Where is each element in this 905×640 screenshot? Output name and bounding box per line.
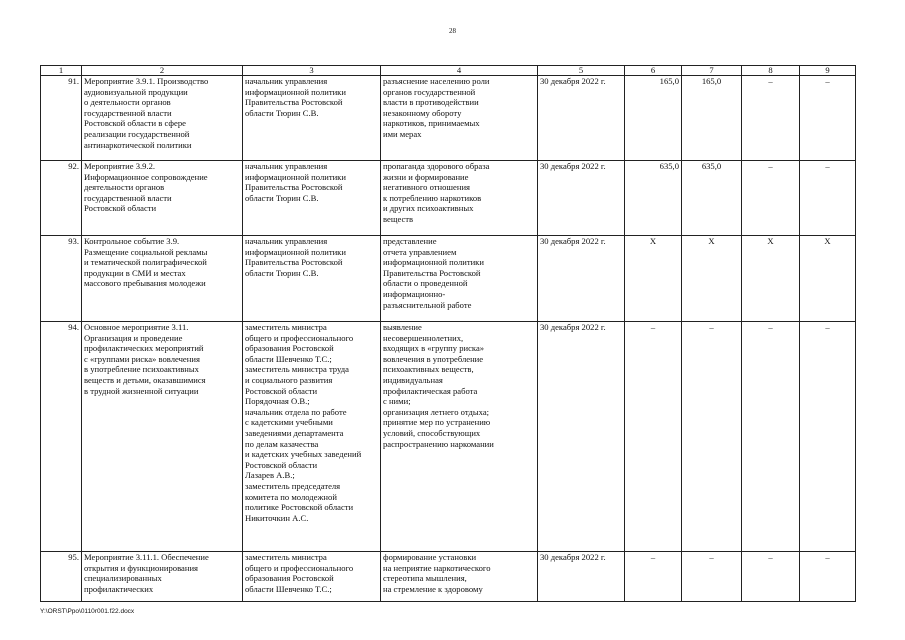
- funding-total: –: [625, 322, 682, 552]
- deadline-date: 30 декабря 2022 г.: [538, 161, 625, 236]
- deadline-date: 30 декабря 2022 г.: [538, 236, 625, 322]
- event-name: Мероприятие 3.9.2. Информационное сопровождение деятельности органов государственной власти Ростовской области: [82, 161, 243, 236]
- funding-regional: 165,0: [682, 76, 742, 161]
- funding-other: –: [800, 322, 856, 552]
- expected-result: пропаганда здорового образа жизни и формирование негативного отношения к потреблению наркотиков и других психоактивных веществ: [381, 161, 538, 236]
- funding-federal: –: [742, 76, 800, 161]
- funding-total: 635,0: [625, 161, 682, 236]
- funding-total: –: [625, 552, 682, 602]
- event-name: Мероприятие 3.11.1. Обеспечение открытия и функционирования специализированных профилактических: [82, 552, 243, 602]
- column-number: 6: [625, 66, 682, 76]
- deadline-date: 30 декабря 2022 г.: [538, 322, 625, 552]
- responsible-person: начальник управления информационной политики Правительства Ростовской области Тюрин С.В.: [243, 76, 381, 161]
- column-number: 4: [381, 66, 538, 76]
- funding-federal: –: [742, 322, 800, 552]
- column-number: 3: [243, 66, 381, 76]
- funding-regional: –: [682, 322, 742, 552]
- funding-other: –: [800, 76, 856, 161]
- event-name: Основное мероприятие 3.11. Организация и проведение профилактических мероприятий с «группами риска» вовлечения в употребление психоактивных веществ и детьми, оказавшимися в трудной жизненной ситуации: [82, 322, 243, 552]
- table-row: [41, 236, 856, 322]
- funding-federal: –: [742, 161, 800, 236]
- responsible-person: начальник управления информационной политики Правительства Ростовской области Тюрин С.В.: [243, 236, 381, 322]
- event-name: Контрольное событие 3.9. Размещение социальной рекламы и тематической полиграфической продукции в СМИ и местах массового пребывания молодежи: [82, 236, 243, 322]
- funding-regional: X: [682, 236, 742, 322]
- funding-regional: 635,0: [682, 161, 742, 236]
- expected-result: формирование установки на неприятие наркотического стереотипа мышления, на стремление к здоровому: [381, 552, 538, 602]
- column-number: 8: [742, 66, 800, 76]
- responsible-person: начальник управления информационной политики Правительства Ростовской области Тюрин С.В.: [243, 161, 381, 236]
- row-number: 95.: [41, 552, 82, 602]
- deadline-date: 30 декабря 2022 г.: [538, 552, 625, 602]
- funding-other: X: [800, 236, 856, 322]
- deadline-date: 30 декабря 2022 г.: [538, 76, 625, 161]
- column-number: 2: [82, 66, 243, 76]
- funding-total: 165,0: [625, 76, 682, 161]
- row-number: 94.: [41, 322, 82, 552]
- expected-result: выявление несовершеннолетних, входящих в «группу риска» вовлечения в употребление психоактивных веществ, индивидуальная профилактическая работа с ними; организация летнего отдыха; принятие мер по устранению условий, способствующих распространению наркомании: [381, 322, 538, 552]
- table-row: [41, 161, 856, 236]
- funding-regional: –: [682, 552, 742, 602]
- funding-total: X: [625, 236, 682, 322]
- row-number: 91.: [41, 76, 82, 161]
- responsible-person: заместитель министра общего и профессионального образования Ростовской области Шевченко Т.С.; заместитель министра труда и социального развития Ростовской области Порядочная О.В.; начальник отдела по работе с кадетскими учебными заведениями департамента по делам казачества и кадетских учебных заведений Ростовской области Лазарев А.В.; заместитель председателя комитета по молодежной политике Ростовской области Никиточкин А.С.: [243, 322, 381, 552]
- funding-other: –: [800, 161, 856, 236]
- expected-result: представление отчета управлением информационной политики Правительства Ростовской области о проведенной информационно- разъяснительной работе: [381, 236, 538, 322]
- funding-federal: –: [742, 552, 800, 602]
- funding-federal: X: [742, 236, 800, 322]
- expected-result: разъяснение населению роли органов государственной власти в противодействии незаконному обороту наркотиков, принимаемых ими мерах: [381, 76, 538, 161]
- table-row: [41, 552, 856, 602]
- program-table: [40, 65, 856, 602]
- table-row: [41, 76, 856, 161]
- column-number: 1: [41, 66, 82, 76]
- responsible-person: заместитель министра общего и профессионального образования Ростовской области Шевченко Т.С.;: [243, 552, 381, 602]
- column-number: 5: [538, 66, 625, 76]
- column-number: 9: [800, 66, 856, 76]
- column-number: 7: [682, 66, 742, 76]
- row-number: 92.: [41, 161, 82, 236]
- event-name: Мероприятие 3.9.1. Производство аудиовизуальной продукции о деятельности органов государственной власти Ростовской области в сфере реализации государственной антинаркотической политики: [82, 76, 243, 161]
- table-row: [41, 322, 856, 552]
- row-number: 93.: [41, 236, 82, 322]
- funding-other: –: [800, 552, 856, 602]
- file-path-footer: Y:\ORST\Ppo\0110r001.f22.docx: [40, 608, 135, 615]
- page-number: 28: [449, 27, 456, 35]
- column-number-row: [41, 66, 856, 76]
